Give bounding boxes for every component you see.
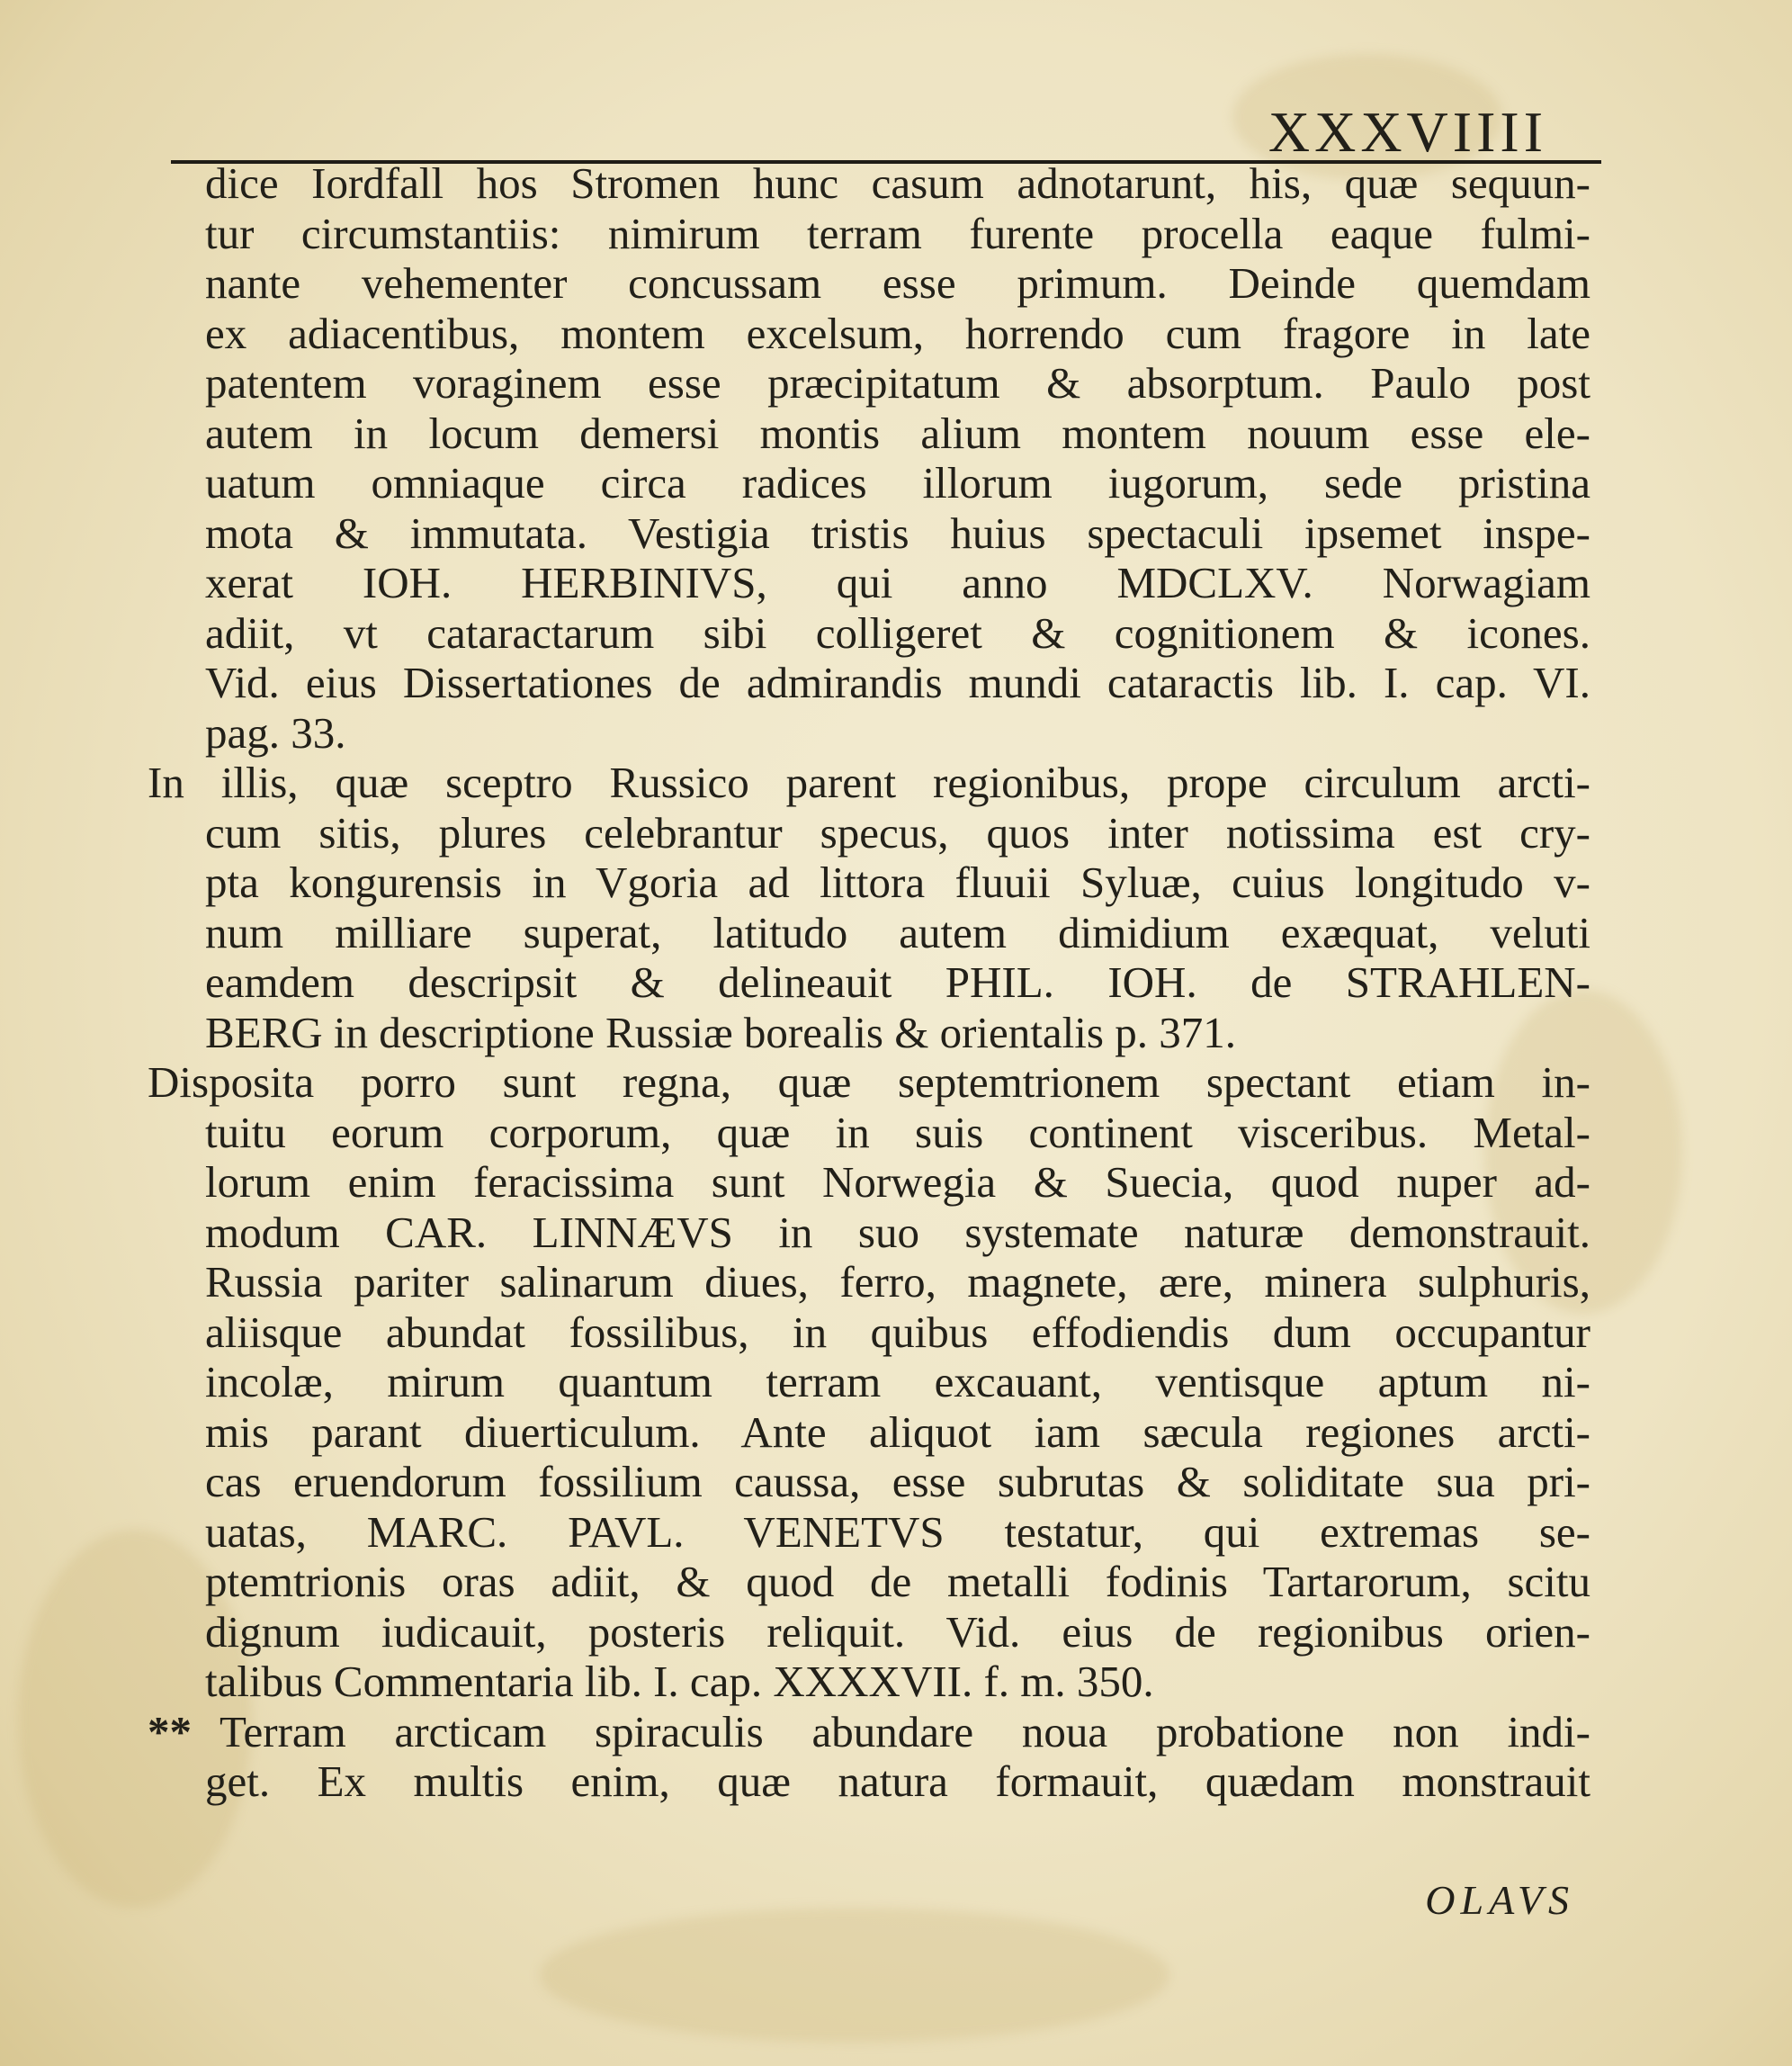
text-line: cum sitis, plures celebrantur specus, quos inter notissima est cry- (205, 807, 1590, 858)
text-line: dice Iordfall hos Stromen hunc casum adnotarunt, his, quæ sequun- (205, 158, 1590, 208)
text-line: Vid. eius Dissertationes de admirandis mundi cataractis lib. I. cap. VI. (205, 658, 1590, 707)
text-line: tuitu eorum corporum, quæ in suis continent visceribus. Metal- (205, 1107, 1590, 1157)
text-line: mis parant diuerticulum. Ante aliquot iam sæcula regiones arcti- (205, 1406, 1590, 1457)
text-line: xerat IOH. HERBINIVS, qui anno MDCLXV. Norwagiam (205, 558, 1590, 607)
text-line: uatum omniaque circa radices illorum iugorum, sede pristina (205, 458, 1590, 508)
text-line: num milliare superat, latitudo autem dimidium exæquat, veluti (205, 907, 1590, 957)
catchword: OLAVS (1425, 1877, 1574, 1923)
text-line: autem in locum demersi montis alium montem nouum esse ele- (205, 408, 1590, 458)
footnote-paragraph (148, 1706, 1592, 1807)
text-line (148, 1707, 1590, 1757)
text-line: get. Ex multis enim, quæ natura formauit, quædam monstrauit (205, 1756, 1590, 1806)
text-line: uatas, MARC. PAVL. VENETVS testatur, qui extremas se- (205, 1506, 1590, 1557)
text-line: incolæ, mirum quantum terram excauant, ventisque aptum ni- (205, 1357, 1590, 1406)
text-line: talibus Commentaria lib. I. cap. XXXXVII. f. m. 350. (205, 1657, 1154, 1706)
paragraph (148, 758, 1592, 1057)
text-line: In illis, quæ sceptro Russico parent regionibus, prope circulum arcti- (148, 758, 1590, 807)
text-line: cas eruendorum fossilium caussa, esse subrutas & soliditate sua pri- (205, 1457, 1590, 1506)
text-line: BERG in descriptione Russiæ borealis & orientalis p. 371. (205, 1007, 1236, 1057)
text-line: patentem voraginem esse præcipitatum & absorptum. Paulo post (205, 358, 1590, 408)
text-line: nante vehementer concussam esse primum. Deinde quemdam (205, 258, 1590, 308)
main-text (144, 158, 1592, 1807)
footnote-text: Terram arcticam spiraculis abundare noua probatione non indi- (220, 1706, 1590, 1756)
text-line: tur circumstantiis: nimirum terram furente procella eaque fulmi- (205, 208, 1590, 258)
text-line: lorum enim feracissima sunt Norwegia & Suecia, quod nuper ad- (205, 1157, 1590, 1207)
page-number: XXXVIIII (1268, 100, 1547, 164)
text-line: modum CAR. LINNÆVS in suo systemate naturæ demonstrauit. (205, 1207, 1590, 1257)
paper-stain (540, 1908, 1169, 2043)
text-line: pag. 33. (205, 707, 346, 758)
text-line: dignum iudicauit, posteris reliquit. Vid. eius de regionibus orien- (205, 1606, 1590, 1657)
text-line: Disposita porro sunt regna, quæ septemtrionem spectant etiam in- (148, 1057, 1590, 1107)
text-line: aliisque abundat fossilibus, in quibus effodiendis dum occupantur (205, 1307, 1590, 1357)
text-line: eamdem descripsit & delineauit PHIL. IOH. de STRAHLEN- (205, 957, 1590, 1007)
paragraph (148, 1057, 1592, 1707)
paragraph-continued (144, 158, 1592, 758)
text-line: ptemtrionis oras adiit, & quod de metalli fodinis Tartarorum, scitu (205, 1557, 1590, 1606)
text-line: Russia pariter salinarum diues, ferro, magnete, ære, minera sulphuris, (205, 1257, 1590, 1307)
text-line: pta kongurensis in Vgoria ad littora fluuii Syluæ, cuius longitudo v- (205, 858, 1590, 907)
text-line: adiit, vt cataractarum sibi colligeret & cognitionem & icones. (205, 607, 1590, 658)
text-line: ex adiacentibus, montem excelsum, horrendo cum fragore in late (205, 308, 1590, 358)
text-line: mota & immutata. Vestigia tristis huius spectaculi ipsemet inspe- (205, 508, 1590, 558)
footnote-marker: ** (148, 1706, 192, 1756)
